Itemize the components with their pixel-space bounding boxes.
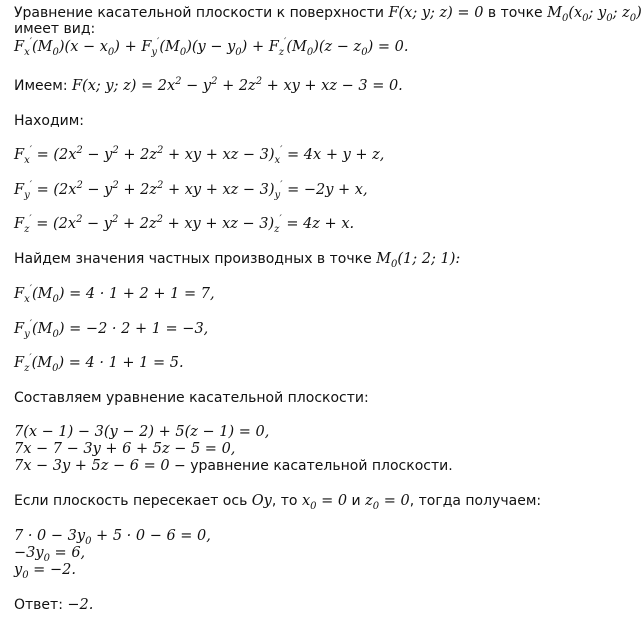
z0-zero: $z_0 = 0$ — [365, 493, 410, 512]
given-function-line — [14, 77, 403, 95]
x0-zero: $x_0 = 0$ — [301, 493, 348, 512]
derivative-fz: $F_z' = (2x^2 - y^2 + 2z^2$ + xy + xz − $3)_z' = 4z + x$. — [14, 214, 355, 235]
given-function: F(x; y; $z) = 2x^2 - y^2 + 2z^2$ + xy + xz − 3 = 0. — [72, 76, 403, 94]
point-values-heading — [14, 250, 460, 268]
answer-value: −2. — [67, 597, 94, 613]
tangent-plane-equation: 7x − 3y + 5z − 6 = 0 — [14, 458, 170, 474]
intro-line-1 — [14, 4, 642, 22]
value-fy-m0: $F_y'(M_0) = -2 \cdot 2 + 1 = -3$, — [14, 319, 209, 340]
intro-line-2: имеет вид: — [14, 21, 96, 37]
oy-text-4: , тогда получаем: — [409, 493, 542, 509]
result-step: $y_0 = -2$. — [14, 562, 76, 581]
oy-text-2: , то — [271, 493, 302, 509]
intro-math-1: F(x; y; z) = 0 — [388, 5, 484, 21]
point-values-text: Найдем значения частных производных в точке — [14, 251, 377, 267]
point-m0: $M_0(1$; 2; 1): — [376, 251, 461, 270]
compose-equation-heading: Составляем уравнение касательной плоскости: — [14, 390, 369, 406]
finding-label: Находим: — [14, 113, 85, 129]
answer-label: Ответ: — [14, 597, 68, 613]
value-fx-m0: $F_x'(M_0) = 4 \cdot 1 + 2 + 1 = 7$, — [14, 284, 215, 305]
value-fz-m0: $F_z'(M_0) = 4 \cdot 1 + 1 = 5$. — [14, 353, 184, 374]
derivative-fx: $F_x' = (2x^2 - y^2 + 2z^2$ + xy + xz − $3)_x' = 4x + y + z$, — [14, 145, 385, 166]
derivative-fy: $F_y' = (2x^2 - y^2 + 2z^2$ + xy + xz − $3)_y' = -2y + x$, — [14, 180, 368, 201]
tangent-plane-caption: − уравнение касательной плоскости. — [169, 458, 453, 474]
oy-axis: Oy — [251, 493, 272, 509]
equation-step-2: 7x − 7 − 3y + 6 + 5z − 5 = 0, — [14, 441, 236, 457]
oy-intersection-line — [14, 492, 541, 510]
general-tangent-plane-formula: $F_x'(M_0)(x - x_0) + F_y'(M_0)(y - y_0) + F_z'(M_0)(z - z_0) = 0$. — [14, 37, 409, 58]
simplified-step: $-3y_0 = 6$, — [14, 545, 86, 564]
equation-step-1: 7(x − 1) − 3(y − 2) + 5(z − 1) = 0, — [14, 424, 270, 440]
intro-text-2: в точке — [483, 5, 548, 21]
oy-text-1: Если плоскость пересекает ось — [14, 493, 252, 509]
oy-text-3: и — [347, 493, 366, 509]
substitution-step: $7 \cdot 0 - 3y_0 + 5 \cdot 0 - 6 = 0$, — [14, 528, 211, 547]
tangent-plane-equation-line — [14, 457, 453, 475]
intro-text-1: Уравнение касательной плоскости к поверхности — [14, 5, 389, 21]
answer-line — [14, 596, 93, 614]
given-label: Имеем: — [14, 78, 72, 94]
intro-math-2: $M_0(x_0$; $y_0$; $z_0$) — [547, 5, 642, 24]
